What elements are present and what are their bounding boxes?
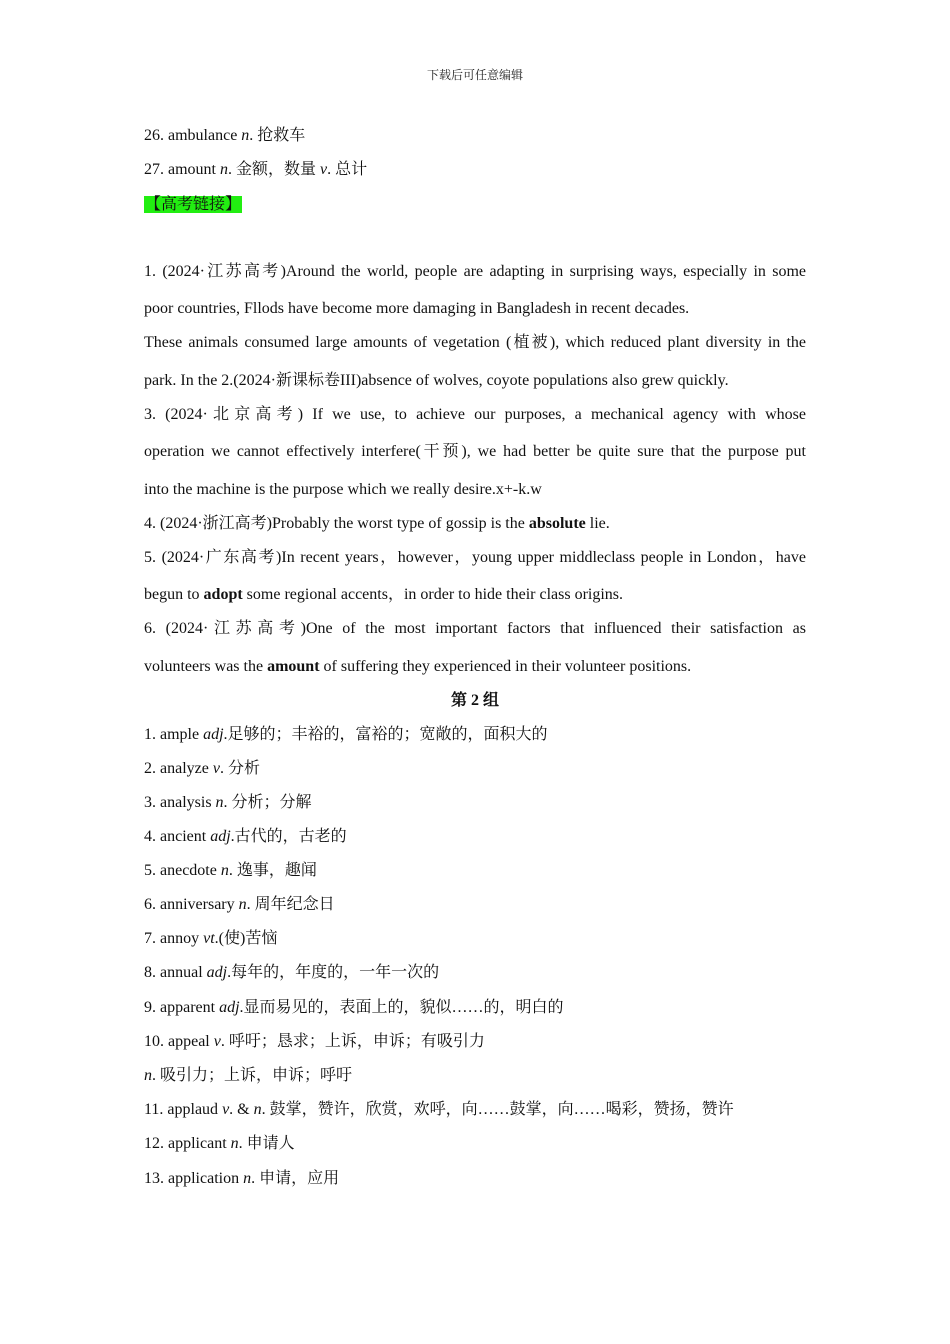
part-of-speech: n	[220, 161, 228, 178]
example-text: some regional accents，in order to hide their class origins.	[242, 586, 624, 603]
vocab-item	[144, 929, 806, 949]
example-text: of suffering they experienced in their volunteer positions.	[319, 658, 692, 675]
vocab-item	[144, 998, 806, 1018]
vocab-definition: . &	[229, 1101, 254, 1118]
vocab-item	[144, 861, 806, 881]
part-of-speech: vt	[203, 930, 215, 947]
example-text: volunteers was the	[144, 658, 268, 675]
keyword: amount	[267, 658, 320, 675]
vocab-item	[144, 1066, 806, 1086]
example-5-line-2	[144, 585, 806, 605]
vocab-word: 27. amount	[144, 161, 220, 178]
vocab-word: 3. analysis	[144, 794, 216, 811]
exam-link-heading	[144, 195, 806, 215]
part-of-speech: adj	[219, 999, 240, 1016]
vocab-item	[144, 725, 806, 745]
example-text: lie.	[585, 515, 610, 532]
vocab-definition: . 金额，数量	[228, 161, 321, 178]
vocab-item	[144, 895, 806, 915]
vocab-definition: . 呼吁；恳求；上诉，申诉；有吸引力	[220, 1033, 485, 1050]
part-of-speech: adj	[203, 726, 224, 743]
example-2-line-1: These animals consumed large amounts of vegetation (植被), which reduced plant diversity in the	[144, 334, 806, 351]
vocab-definition: . 分析	[219, 760, 260, 777]
example-text: 4. (2024·浙江高考)Probably the worst type of gossip is the	[144, 515, 529, 532]
vocab-word: 10. appeal	[144, 1033, 214, 1050]
vocab-item	[144, 759, 806, 779]
example-1-line-1: 1. (2024·江苏高考)Around the world, people are adapting in surprising ways, especially in some	[144, 263, 806, 280]
vocab-word: 7. annoy	[144, 930, 204, 947]
vocab-definition: .古代的，古老的	[230, 828, 347, 845]
vocab-item	[144, 1169, 806, 1189]
part-of-speech: n	[253, 1101, 262, 1118]
vocab-item-27	[144, 160, 806, 180]
vocab-definition: . 鼓掌，赞许，欣赏，欢呼，向……鼓掌，向……喝彩，赞扬，赞许	[261, 1101, 734, 1118]
vocab-word: 5. anecdote	[144, 862, 221, 879]
vocab-word: 8. annual	[144, 964, 207, 981]
part-of-speech: n	[238, 896, 247, 913]
example-4	[144, 514, 806, 534]
part-of-speech: n	[215, 794, 224, 811]
part-of-speech: v	[320, 161, 328, 178]
vocab-definition: . 抢救车	[249, 127, 306, 144]
example-3-line-1: 3. (2024·北京高考) If we use, to achieve our purposes, a mechanical agency with whose	[144, 406, 806, 423]
example-2-line-2: park. In the 2.(2024·新课标卷III)absence of wolves, coyote populations also grew quickly.	[144, 372, 729, 389]
vocab-word: 12. applicant	[144, 1135, 231, 1152]
page-header: 下载后可任意编辑	[426, 68, 523, 82]
vocab-word: 9. apparent	[144, 999, 220, 1016]
vocab-item	[144, 1032, 806, 1052]
part-of-speech: adj	[206, 964, 228, 981]
vocab-word: 26. ambulance	[144, 127, 242, 144]
vocab-definition: . 逸事，趣闻	[228, 862, 317, 879]
part-of-speech: v	[212, 760, 220, 777]
example-1-line-2: poor countries, Fllods have become more damaging in Bangladesh in recent decades.	[144, 300, 690, 317]
vocab-item	[144, 963, 806, 983]
vocab-definition: .显而易见的，表面上的，貌似……的，明白的	[239, 999, 564, 1016]
vocab-item	[144, 827, 806, 847]
part-of-speech: n	[241, 127, 250, 144]
vocab-definition: .足够的；丰裕的，富裕的；宽敞的，面积大的	[223, 726, 548, 743]
vocab-item	[144, 1134, 806, 1154]
vocab-definition: . 申请人	[238, 1135, 295, 1152]
vocab-word: 11. applaud	[144, 1101, 223, 1118]
vocab-definition: .每年的，年度的，一年一次的	[227, 964, 440, 981]
keyword: absolute	[528, 515, 586, 532]
vocab-definition: . 周年纪念日	[246, 896, 335, 913]
vocab-word: 6. anniversary	[144, 896, 239, 913]
part-of-speech: adj	[210, 828, 231, 845]
keyword: adopt	[203, 586, 243, 603]
vocab-item-26	[144, 126, 806, 146]
vocab-definition: . 总计	[327, 161, 368, 178]
vocab-definition: . 吸引力；上诉，申诉；呼吁	[152, 1067, 353, 1084]
part-of-speech: n	[144, 1067, 152, 1084]
part-of-speech: v	[213, 1033, 221, 1050]
example-6-line-2	[144, 657, 806, 677]
vocab-item	[144, 793, 806, 813]
vocab-item	[144, 1100, 806, 1120]
exam-link-tag: 【高考链接】	[145, 196, 242, 213]
vocab-word: 2. analyze	[144, 760, 213, 777]
part-of-speech: n	[230, 1135, 239, 1152]
example-text: begun to	[144, 586, 204, 603]
example-3-line-2: operation we cannot effectively interfere(干预), we had better be quite sure that the purpose put	[144, 443, 806, 460]
vocab-word: 4. ancient	[144, 828, 211, 845]
vocab-definition: .(使)苦恼	[214, 930, 278, 947]
example-3-line-3: into the machine is the purpose which we really desire.x+-k.w	[144, 481, 542, 498]
example-6-line-1: 6. (2024·江苏高考)One of the most important factors that influenced their satisfaction as	[144, 620, 806, 637]
part-of-speech: n	[243, 1170, 252, 1187]
part-of-speech: n	[220, 862, 229, 879]
vocab-definition: . 申请，应用	[251, 1170, 340, 1187]
vocab-word: 13. application	[144, 1170, 244, 1187]
part-of-speech: v	[222, 1101, 230, 1118]
group-2-title: 第 2 组	[450, 692, 499, 709]
vocab-definition: . 分析；分解	[223, 794, 312, 811]
vocab-word: 1. ample	[144, 726, 204, 743]
example-5-line-1: 5. (2024·广东高考)In recent years，however，young upper middleclass people in London，have	[144, 549, 806, 566]
